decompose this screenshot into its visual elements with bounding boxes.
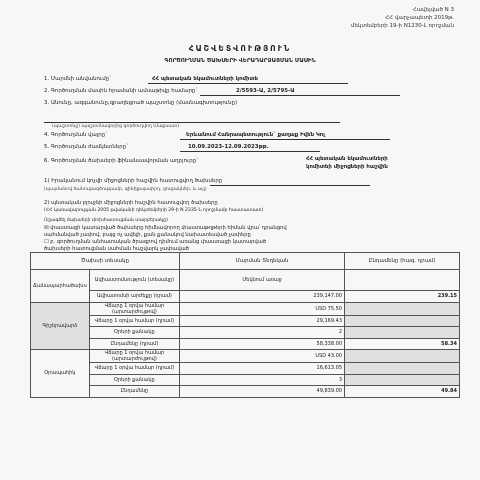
underline xyxy=(44,122,340,123)
field-destination-value: Երևանում Հանրապետություն` քաղաք Իվեն Կոլ xyxy=(186,132,325,138)
appendix-line: մեկտեմբերի 19-ի N1230-Լ որոշման xyxy=(351,23,454,29)
row-label: Վճարը 1 օրվա համար (դրամ) xyxy=(89,315,179,327)
row-total xyxy=(345,374,460,386)
row-label: Օրերի քանակը xyxy=(89,327,179,339)
row-label: Ընդամենը xyxy=(89,386,179,398)
option-a-text: սահմանված չափով, բայց ոչ ավելի, քան քանակով նախատեսված չափերը xyxy=(44,231,251,238)
row-total xyxy=(345,350,460,363)
row-total xyxy=(345,327,460,339)
row-amount: Մեկնում առաջ xyxy=(180,270,345,291)
row-amount: USD 75.50 xyxy=(180,302,345,315)
field-name-label: 3. Անունը, ազգանունը,զբաղեցրած պաշտոնը (մասնագիտությունը) xyxy=(44,100,238,106)
table-row xyxy=(31,327,460,339)
row-total xyxy=(345,302,460,315)
group-label: Օրապահիկ xyxy=(31,350,90,398)
table-row xyxy=(31,338,460,350)
header-amount: Մարման Տեղեկան xyxy=(180,253,345,270)
underline xyxy=(180,151,320,152)
table-row xyxy=(31,374,460,386)
field-dates-label: 5. Գործուղման ժամկետները` xyxy=(44,144,129,150)
row-amount: 49,839.00 xyxy=(180,386,345,398)
appendix-note xyxy=(351,6,454,30)
row-amount: USD 43.00 xyxy=(180,350,345,363)
option-a-checkbox[interactable]: ☒ փաստացի կատարված ծախսերը հիմնավորող փաստաթղթերի հիման վրա՝ դրանցով xyxy=(44,224,287,231)
underline xyxy=(148,83,348,84)
table-header-row xyxy=(31,253,460,270)
section2-ref: (ՀՀ կառավարության 2005 թվականի դեկտեմբերի 29-ի N 2335-Ն որոշմամբ հաստատատ) xyxy=(44,208,264,214)
field-dates-value: 10.09.2023-12.09.2023թթ. xyxy=(188,144,269,150)
table-row xyxy=(31,386,460,398)
row-amount: 2 xyxy=(180,327,345,339)
field-agency-label: 1. Մարմնի անվանումը` xyxy=(44,76,112,82)
option-b-text: ծախսերի հատուցման սահման հաշվարկ չափաված xyxy=(44,246,189,253)
row-label: Ընդամենը (դրամ) xyxy=(89,338,179,350)
row-total xyxy=(345,315,460,327)
row-amount: 239,147.00 xyxy=(180,291,345,303)
expenses-table xyxy=(30,252,460,398)
table-row xyxy=(31,291,460,303)
field-destination-label: 4. Գործուղման վայրը` xyxy=(44,132,108,138)
section2-mark: (նշագծել ծախսերի փոխհատուցման տարբերակը) xyxy=(44,218,168,224)
group-label: Ճանապարհածախս xyxy=(31,270,90,303)
section2-block xyxy=(44,200,444,253)
row-total: 49.84 xyxy=(345,386,460,398)
field-funding-label: 6. Գործուղման ծախսերի ֆինանսավորման աղբյուրը` xyxy=(44,158,199,164)
row-total: 239.15 xyxy=(345,291,460,303)
row-label: Օրերի քանակը xyxy=(89,374,179,386)
row-total xyxy=(345,363,460,375)
row-total xyxy=(345,270,460,291)
field-order-label: 2. Գործուղման մասին հրամանի ամսաթիվը համարը` xyxy=(44,88,199,94)
table-row xyxy=(31,350,460,363)
row-label: Վճարը 1 օրվա համար (դրամ) xyxy=(89,363,179,375)
field-agency-value: ՀՀ պետական եկամուտների կոմիտե xyxy=(152,76,258,82)
group-label: Գիշերավարձ xyxy=(31,302,90,350)
table-row xyxy=(31,302,460,315)
section2-heading: 2) պետական բյուջեի միջոցների հաշվին հատուցվող ծախսերը xyxy=(44,200,218,206)
row-amount: 3 xyxy=(180,374,345,386)
appendix-line: ՀՀ վարչապետի 2019թ. xyxy=(385,15,454,21)
underline xyxy=(210,185,370,186)
table-row xyxy=(31,315,460,327)
table-row xyxy=(31,270,460,291)
field-order-value: 2/5593-Ա, 2/5795-Ա xyxy=(236,88,295,94)
row-amount: 58,338.00 xyxy=(180,338,345,350)
underline xyxy=(180,139,390,140)
row-label: Վճարը 1 օրվա համար (արտարժույթով) xyxy=(89,302,179,315)
row-amount: 29,169.43 xyxy=(180,315,345,327)
field-funding-value: ՀՀ պետական եկամուտների xyxy=(306,156,388,162)
header-total: Ընդամենը (հազ. դրամ) xyxy=(345,253,460,270)
section1-note: (պայմանով ծանուցագծությամբ, գինիքայափրդ, ցուցակներ, և այլ) xyxy=(44,187,207,192)
row-amount: 16,613.05 xyxy=(180,363,345,375)
row-total: 58.34 xyxy=(345,338,460,350)
underline xyxy=(200,95,400,96)
section1-text: 1) Իրականում կոչվի միջոցների հաշվին հատուցվող ծախսերը xyxy=(44,178,223,184)
header-expense-type: Ծախսի տեսակը xyxy=(31,253,180,270)
field-name-note: (պաշտոնը) պաշտոնավորից գործուղվող (մաքսատ) xyxy=(52,124,179,129)
row-label: Վճարը 1 օրվա համար (արտարժույթով) xyxy=(89,350,179,363)
option-b-checkbox[interactable]: ☐ բ. գործուղման անհատական ծրագրով դիմում առանց փաստացի կատարված xyxy=(44,239,266,246)
table-row xyxy=(31,363,460,375)
row-label: Ավիաստոմսություն (տեսակը) xyxy=(89,270,179,291)
appendix-line: Հավելված N 3 xyxy=(412,7,454,13)
field-funding-value: կոմիտեի միջոցների հաշվին xyxy=(306,164,388,170)
document-subtitle: ԳՈՐԾՈՒՂՄԱՆ ԾԱԽՍԵՐԻ ՎԵՐԱԴԱՐՁԱՑՄԱՆ ՄԱՍԻՆ xyxy=(164,58,316,64)
row-label: Ավիատոմսի արժեքը (դրամ) xyxy=(89,291,179,303)
document-title: ՀԱՇՎԵՏՎՈՒԹՅՈՒՆ xyxy=(188,44,292,53)
